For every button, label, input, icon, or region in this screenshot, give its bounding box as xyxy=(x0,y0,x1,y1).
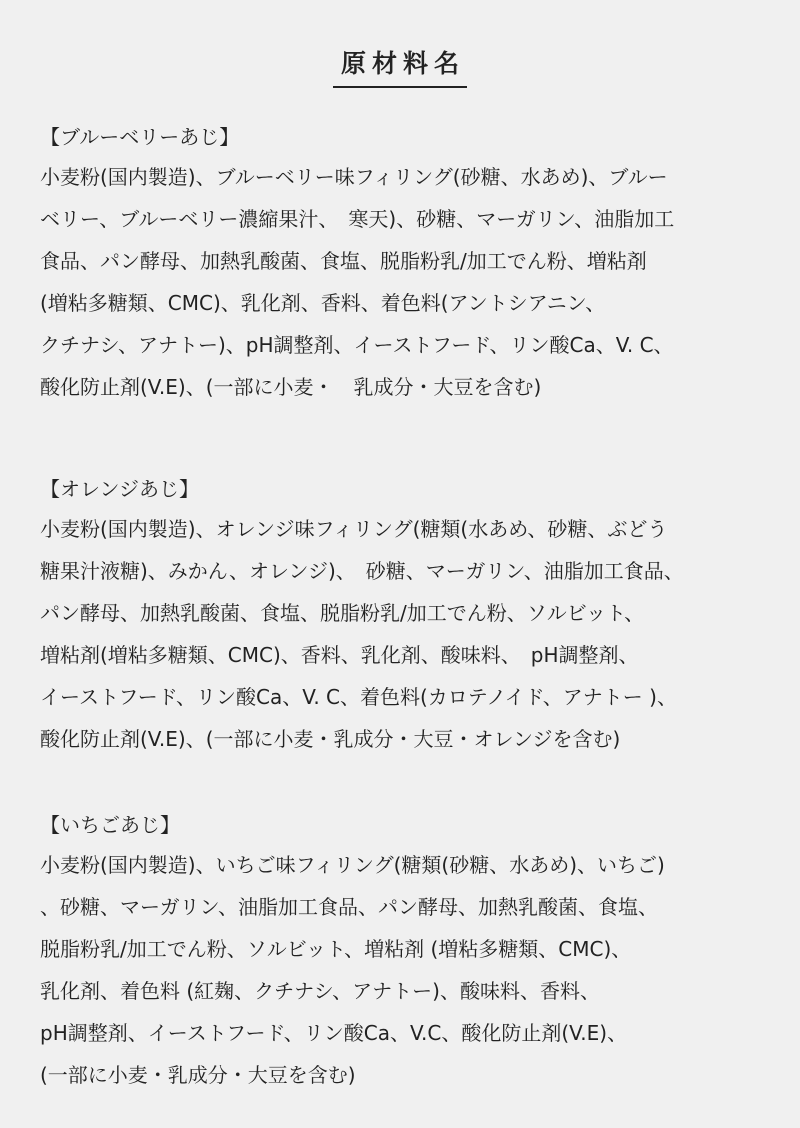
section-orange xyxy=(40,470,770,760)
ingredient-line: (一部に小麦・乳成分・大豆を含む) xyxy=(40,1063,356,1087)
ingredient-line: ベリー、ブルーベリー濃縮果汁、 寒天)、砂糖、マーガリン、油脂加工 xyxy=(40,207,675,231)
section-heading: 【オレンジあじ】 xyxy=(40,477,199,501)
ingredient-line: 小麦粉(国内製造)、オレンジ味フィリング(糖類(水あめ、砂糖、ぶどう xyxy=(40,517,668,541)
ingredient-line: 酸化防止剤(V.E)、(一部に小麦・ 乳成分・大豆を含む) xyxy=(40,375,542,399)
ingredient-line: 小麦粉(国内製造)、ブルーベリー味フィリング(砂糖、水あめ)、ブルー xyxy=(40,165,668,189)
ingredient-line: 酸化防止剤(V.E)、(一部に小麦・乳成分・大豆・オレンジを含む) xyxy=(40,727,621,751)
section-heading: 【いちごあじ】 xyxy=(40,813,180,837)
ingredient-line: 小麦粉(国内製造)、いちご味フィリング(糖類(砂糖、水あめ)、いちご) xyxy=(40,853,665,877)
ingredient-line: (増粘多糖類、CMC)、乳化剤、香料、着色料(アントシアニン、 xyxy=(40,291,606,315)
ingredient-line: パン酵母、加熱乳酸菌、食塩、脱脂粉乳/加工でん粉、ソルビット、 xyxy=(40,601,645,625)
ingredient-line: 糖果汁液糖)、みかん、オレンジ)、 砂糖、マーガリン、油脂加工食品、 xyxy=(40,559,684,583)
ingredient-line: 、砂糖、マーガリン、油脂加工食品、パン酵母、加熱乳酸菌、食塩、 xyxy=(40,895,658,919)
ingredient-line: 食品、パン酵母、加熱乳酸菌、食塩、脱脂粉乳/加工でん粉、増粘剤 xyxy=(40,249,647,273)
ingredient-line: pH調整剤、イーストフード、リン酸Ca、V.C、酸化防止剤(V.E)、 xyxy=(40,1021,628,1045)
section-strawberry xyxy=(40,806,770,1096)
ingredient-line: クチナシ、アナトー)、pH調整剤、イーストフード、リン酸Ca、V. C、 xyxy=(40,333,674,357)
section-blueberry xyxy=(40,118,770,408)
page-title: 原材料名 xyxy=(333,44,467,88)
ingredient-line: 増粘剤(増粘多糖類、CMC)、香料、乳化剤、酸味料、 pH調整剤、 xyxy=(40,643,639,667)
title-wrapper xyxy=(0,44,800,88)
ingredient-line: 脱脂粉乳/加工でん粉、ソルビット、増粘剤 (増粘多糖類、CMC)、 xyxy=(40,937,632,961)
ingredient-line: 乳化剤、着色料 (紅麹、クチナシ、アナトー)、酸味料、香料、 xyxy=(40,979,600,1003)
section-heading: 【ブルーベリーあじ】 xyxy=(40,125,240,149)
ingredient-line: イーストフード、リン酸Ca、V. C、着色料(カロテノイド、アナトー )、 xyxy=(40,685,677,709)
